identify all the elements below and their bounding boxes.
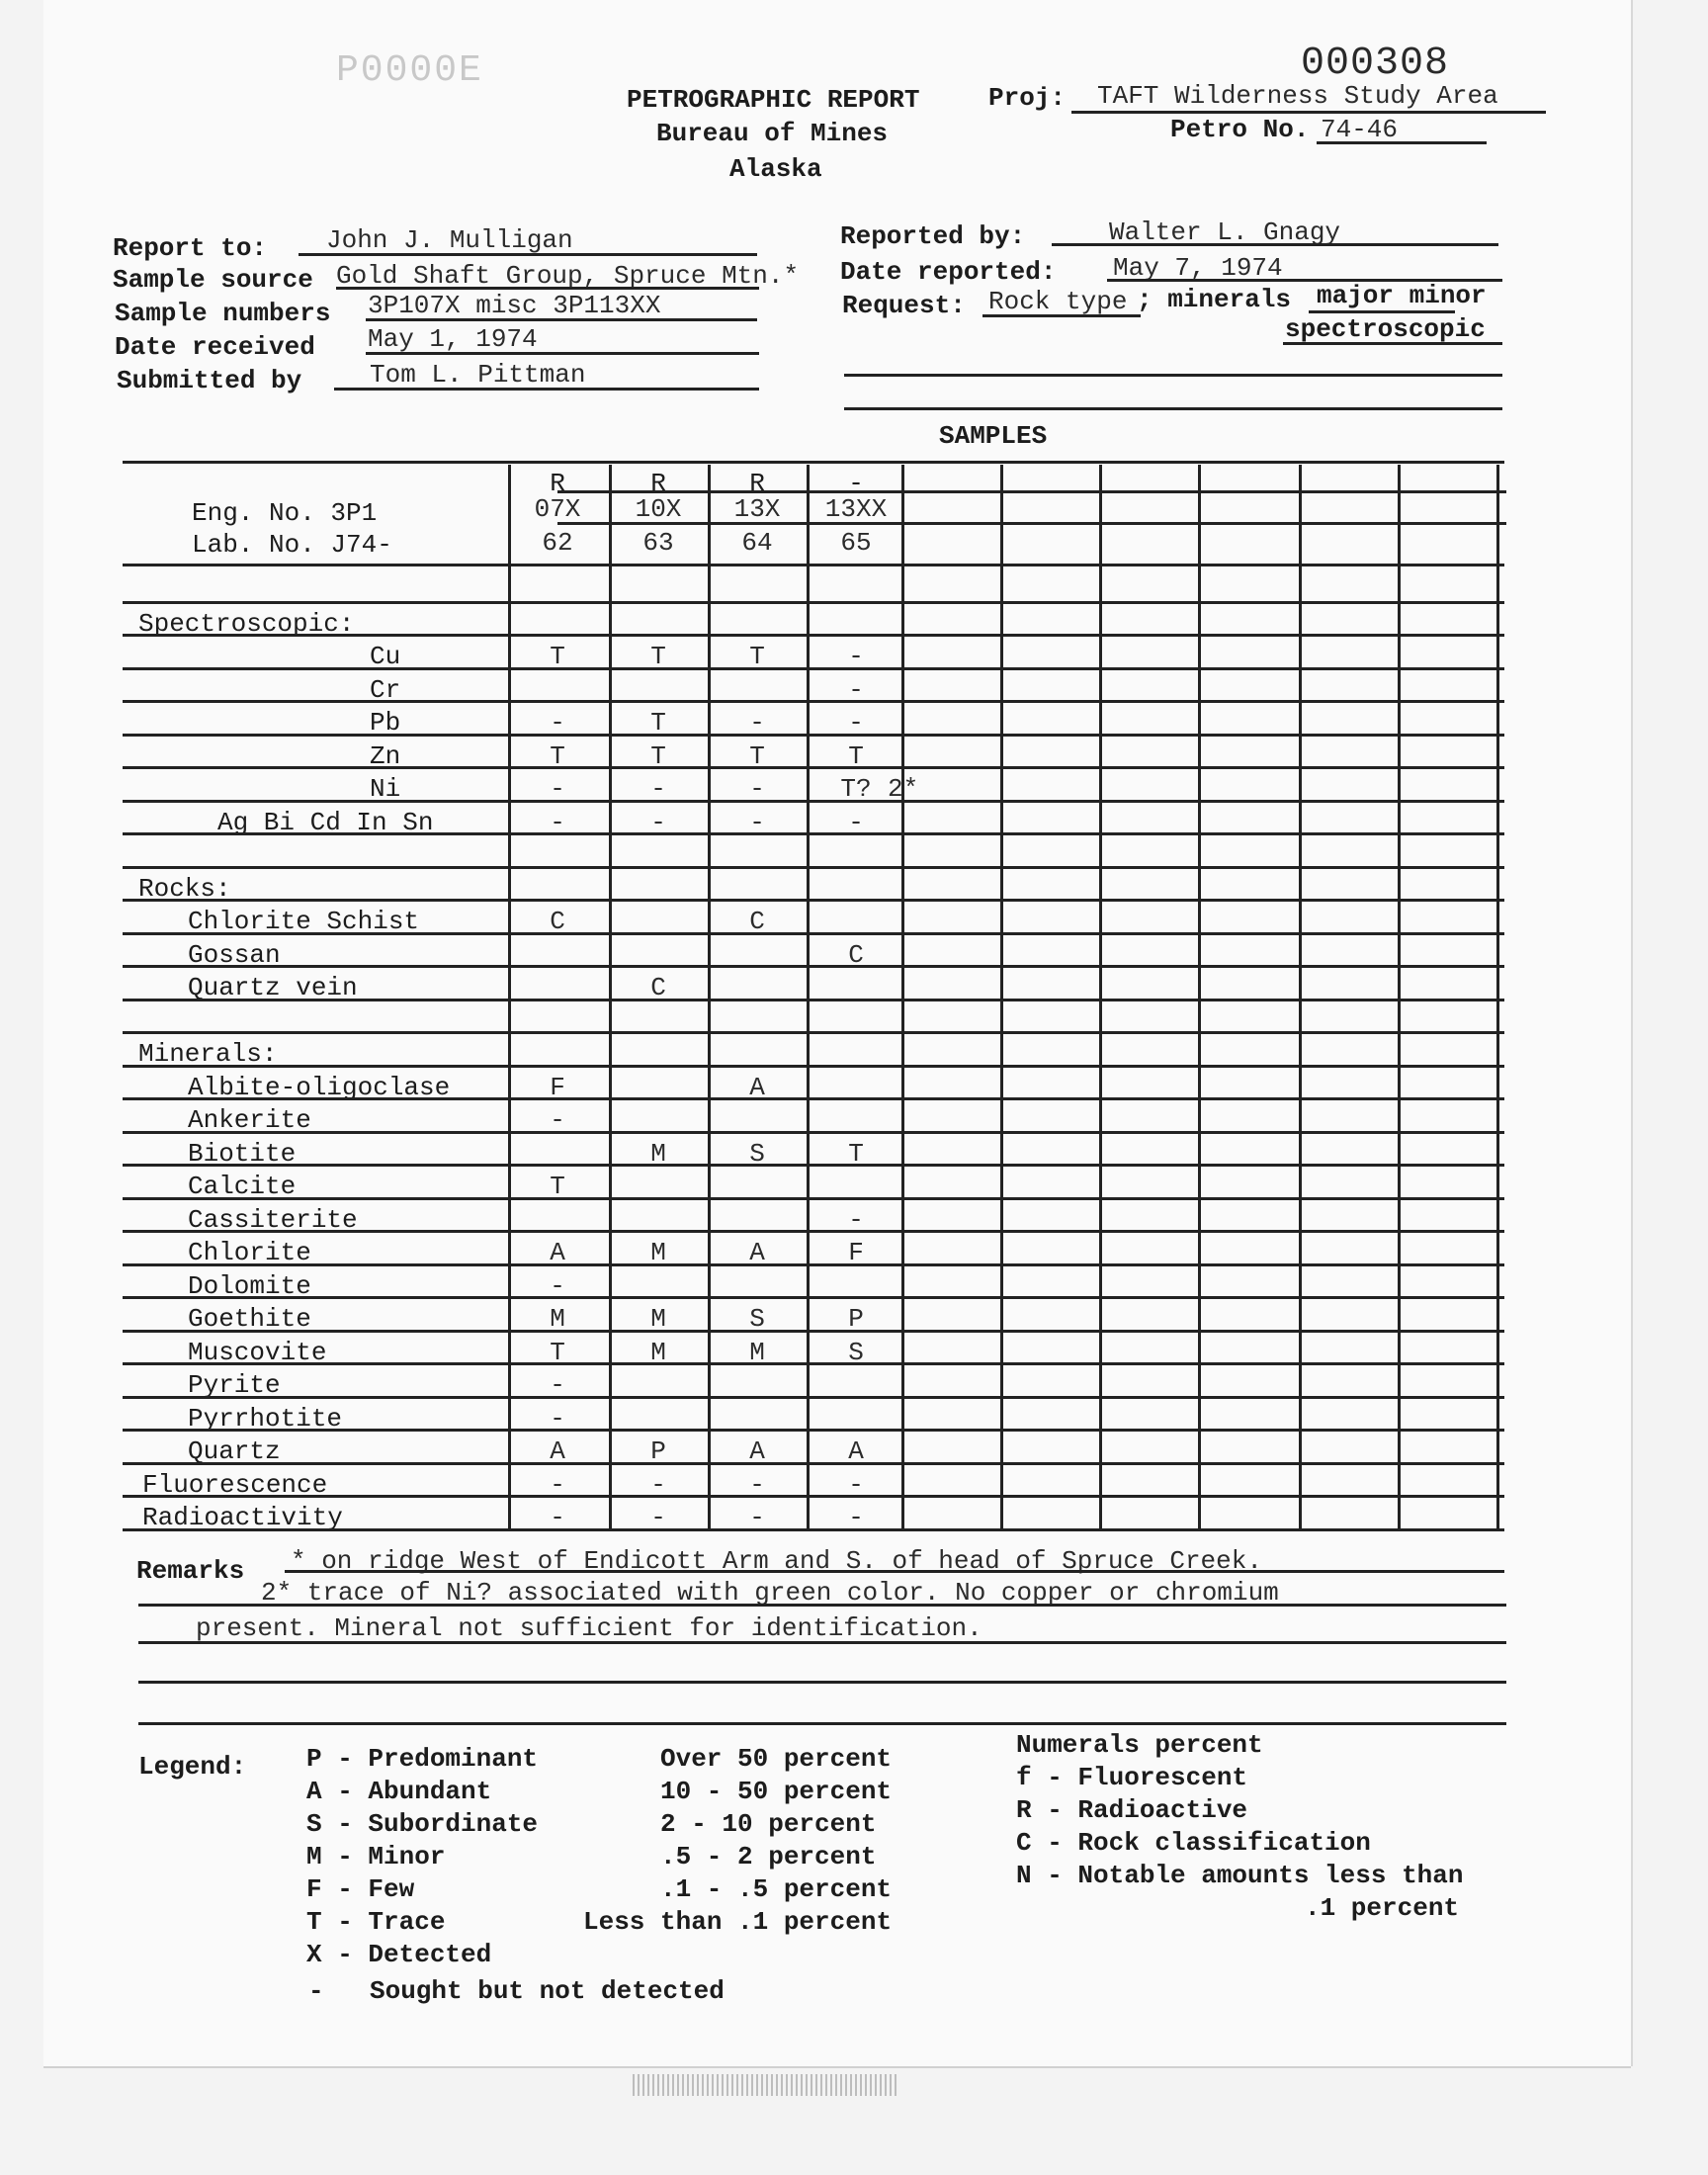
spectro-row-value: - xyxy=(550,774,565,804)
mineral-row-value: F xyxy=(848,1238,864,1267)
mineral-row-value: P xyxy=(650,1436,666,1466)
tail-row-value: - xyxy=(848,1470,864,1500)
mineral-row-value: S xyxy=(749,1304,765,1334)
table-row-rule xyxy=(123,1462,1504,1465)
table-row-rule xyxy=(123,1296,1504,1299)
col-lab-1: 63 xyxy=(642,528,674,558)
report-to-underline xyxy=(299,253,757,256)
sample-numbers-label: Sample numbers xyxy=(115,299,331,328)
faint-stamp-number: P0000E xyxy=(336,49,483,92)
remarks-underline-2 xyxy=(138,1604,1506,1607)
mineral-row-value: M xyxy=(650,1139,666,1169)
table-row-rule xyxy=(123,866,1504,869)
remarks-underline-5 xyxy=(138,1722,1506,1725)
table-row-rule xyxy=(123,1097,1504,1100)
mineral-row-value: M xyxy=(650,1238,666,1267)
spectro-row-value: T xyxy=(749,642,765,671)
header-rule-1 xyxy=(557,490,1506,493)
mineral-row-value: T xyxy=(848,1139,864,1169)
scan-artifact xyxy=(633,2074,899,2096)
table-row-rule xyxy=(123,1429,1504,1432)
spectro-row-value: - xyxy=(848,642,864,671)
mineral-row-value: - xyxy=(848,1205,864,1235)
table-row-rule xyxy=(123,1230,1504,1233)
date-received-label: Date received xyxy=(115,332,315,362)
col-lab-2: 64 xyxy=(741,528,773,558)
col-eng-1: 10X xyxy=(635,494,682,524)
mineral-row-value: T xyxy=(550,1172,565,1201)
legend-right-item: f - Fluorescent xyxy=(1016,1763,1248,1792)
submitted-by-underline xyxy=(334,388,759,391)
spectro-row-value: - xyxy=(550,708,565,738)
spectro-row-value: - xyxy=(848,708,864,738)
legend-right-item: Numerals percent xyxy=(1016,1730,1263,1760)
table-row-rule xyxy=(123,1495,1504,1498)
alaska-line: Alaska xyxy=(729,154,822,184)
report-title: PETROGRAPHIC REPORT xyxy=(627,85,920,115)
legend-range: 2 - 10 percent xyxy=(660,1809,877,1839)
petro-value: 74-46 xyxy=(1321,115,1399,144)
spectro-row-value: T xyxy=(650,741,666,771)
spectro-row-label: Cr xyxy=(370,675,401,705)
mineral-row-label: Calcite xyxy=(188,1172,297,1201)
rock-row-value: C xyxy=(848,940,864,970)
request-major-minor: major minor xyxy=(1317,281,1487,310)
spectro-row-value: - xyxy=(848,675,864,705)
mineral-row-value: S xyxy=(848,1338,864,1367)
tail-row-value: - xyxy=(749,1470,765,1500)
mineral-row-value: - xyxy=(550,1370,565,1400)
request-spectroscopic: spectroscopic xyxy=(1285,314,1486,344)
table-row-rule xyxy=(123,1263,1504,1266)
spectro-row-value: T xyxy=(650,708,666,738)
mineral-row-value: T xyxy=(550,1338,565,1367)
date-reported-label: Date reported: xyxy=(840,257,1057,287)
legend-code: S - Subordinate xyxy=(306,1809,539,1839)
col-lab-0: 62 xyxy=(542,528,573,558)
table-row-rule xyxy=(123,766,1504,769)
rock-row-label: Gossan xyxy=(188,940,281,970)
samples-header: SAMPLES xyxy=(939,421,1048,451)
remarks-line-2: 2* trace of Ni? associated with green color. No copper or chromium xyxy=(261,1578,1279,1608)
legend-label: Legend: xyxy=(138,1752,247,1782)
legend-code: A - Abundant xyxy=(306,1777,492,1806)
table-row-rule xyxy=(123,1164,1504,1167)
sample-source-underline xyxy=(336,287,759,290)
table-row-rule xyxy=(123,999,1504,1001)
legend-code: P - Predominant xyxy=(306,1744,539,1774)
table-row-rule xyxy=(123,634,1504,637)
mineral-row-value: M xyxy=(749,1338,765,1367)
report-to-label: Report to: xyxy=(113,233,268,263)
tail-row-value: - xyxy=(550,1503,565,1532)
legend-range: .1 - .5 percent xyxy=(660,1874,893,1904)
table-row-rule xyxy=(123,1131,1504,1134)
spectroscopic-underline xyxy=(1283,342,1502,345)
table-row-rule xyxy=(123,1065,1504,1068)
spectro-row-value: - xyxy=(749,774,765,804)
tail-row-value: - xyxy=(848,1503,864,1532)
mineral-row-value: M xyxy=(550,1304,565,1334)
legend-right-item: N - Notable amounts less than xyxy=(1016,1861,1464,1890)
table-col-rule xyxy=(901,465,904,1528)
table-row-rule xyxy=(123,1197,1504,1200)
table-col-rule xyxy=(1198,465,1201,1528)
col-r-1: R xyxy=(650,469,666,498)
mineral-row-value: F xyxy=(550,1073,565,1102)
rock-row-value: C xyxy=(650,973,666,1002)
sample-numbers-underline xyxy=(366,318,757,321)
rock-type-underline xyxy=(982,314,1141,317)
col-r-0: R xyxy=(550,469,565,498)
legend-code: F - Few xyxy=(306,1874,415,1904)
mineral-row-label: Dolomite xyxy=(188,1271,311,1301)
proj-underline xyxy=(1071,111,1546,114)
mineral-row-label: Pyrrhotite xyxy=(188,1404,343,1434)
proj-value: TAFT Wilderness Study Area xyxy=(1097,81,1498,111)
major-underline xyxy=(1309,310,1455,313)
spectro-row-label: Pb xyxy=(370,708,401,738)
submitted-by-label: Submitted by xyxy=(117,366,302,395)
spectro-row-value: - xyxy=(650,808,666,837)
header-rule-3 xyxy=(123,564,1504,566)
col-r-2: R xyxy=(749,469,765,498)
mineral-row-label: Albite-oligoclase xyxy=(188,1073,451,1102)
proj-label: Proj: xyxy=(988,83,1067,113)
spectro-row-value: T xyxy=(749,741,765,771)
mineral-row-label: Biotite xyxy=(188,1139,297,1169)
mineral-row-label: Ankerite xyxy=(188,1105,311,1135)
remarks-underline-4 xyxy=(138,1681,1506,1684)
tail-row-value: - xyxy=(550,1470,565,1500)
tail-row-value: - xyxy=(650,1470,666,1500)
table-top-rule xyxy=(123,461,1504,464)
legend-dash-code: - xyxy=(308,1976,324,2006)
petro-underline xyxy=(1317,141,1487,144)
date-received-value: May 1, 1974 xyxy=(368,324,538,354)
mineral-row-label: Goethite xyxy=(188,1304,311,1334)
mineral-row-label: Quartz xyxy=(188,1436,281,1466)
blank-line-1 xyxy=(844,374,1502,377)
tail-row-label: Fluorescence xyxy=(142,1470,328,1500)
legend-code: T - Trace xyxy=(306,1907,446,1937)
mineral-row-value: M xyxy=(650,1338,666,1367)
legend-right-item: C - Rock classification xyxy=(1016,1828,1371,1858)
report-sheet xyxy=(43,0,1631,2066)
legend-dash-text: Sought but not detected xyxy=(370,1976,725,2006)
remarks-line-3: present. Mineral not sufficient for identification. xyxy=(196,1613,982,1643)
col-eng-3: 13XX xyxy=(824,494,888,524)
spectro-row-label: Zn xyxy=(370,741,401,771)
spectro-row-label: Ni xyxy=(370,774,401,804)
submitted-by-value: Tom L. Pittman xyxy=(370,360,586,390)
table-col-rule xyxy=(1299,465,1302,1528)
mineral-row-value: A xyxy=(550,1238,565,1267)
report-to-value: John J. Mulligan xyxy=(326,225,573,255)
table-row-rule xyxy=(123,734,1504,737)
table-row-rule xyxy=(123,667,1504,670)
table-col-rule xyxy=(1099,465,1102,1528)
reported-by-label: Reported by: xyxy=(840,221,1026,251)
legend-range: .5 - 2 percent xyxy=(660,1842,877,1871)
sample-source-value: Gold Shaft Group, Spruce Mtn.* xyxy=(336,261,800,291)
table-row-rule xyxy=(123,601,1504,604)
mineral-row-value: A xyxy=(749,1073,765,1102)
col-lab-3: 65 xyxy=(840,528,872,558)
spectro-row-value: - xyxy=(749,808,765,837)
table-col-rule xyxy=(508,465,511,1528)
table-row-rule xyxy=(123,932,1504,935)
sample-source-label: Sample source xyxy=(113,265,313,295)
spectro-row-value: - xyxy=(650,774,666,804)
mineral-row-label: Pyrite xyxy=(188,1370,281,1400)
tail-row-label: Radioactivity xyxy=(142,1503,343,1532)
remarks-label: Remarks xyxy=(136,1556,245,1586)
legend-right-item: .1 percent xyxy=(1305,1893,1460,1923)
table-row-rule xyxy=(123,965,1504,968)
table-row-rule xyxy=(123,800,1504,803)
mineral-row-label: Muscovite xyxy=(188,1338,327,1367)
table-row-rule xyxy=(123,899,1504,902)
blank-line-2 xyxy=(844,407,1502,410)
mineral-row-value: A xyxy=(550,1436,565,1466)
table-row-rule xyxy=(123,1031,1504,1034)
spectro-row-label: Cu xyxy=(370,642,401,671)
header-rule-2 xyxy=(557,522,1506,525)
request-rock-type: Rock type xyxy=(988,287,1128,316)
request-minerals: ; minerals xyxy=(1137,285,1292,314)
mineral-row-value: A xyxy=(749,1436,765,1466)
legend-range: Over 50 percent xyxy=(660,1744,893,1774)
remarks-line-1: * on ridge West of Endicott Arm and S. of head of Spruce Creek. xyxy=(291,1546,1262,1576)
legend-range: 10 - 50 percent xyxy=(660,1777,893,1806)
date-received-underline xyxy=(366,352,759,355)
spectro-row-value: T xyxy=(550,642,565,671)
mineral-row-value: A xyxy=(749,1238,765,1267)
table-col-rule xyxy=(1496,465,1499,1528)
table-col-rule xyxy=(708,465,711,1528)
mineral-row-value: P xyxy=(848,1304,864,1334)
reported-by-underline xyxy=(1052,243,1498,246)
rock-row-value: C xyxy=(749,907,765,936)
table-col-rule xyxy=(609,465,612,1528)
spectro-row-value: - xyxy=(749,708,765,738)
rock-row-value: C xyxy=(550,907,565,936)
mineral-row-value: M xyxy=(650,1304,666,1334)
spectro-row-label: Ag Bi Cd In Sn xyxy=(217,808,434,837)
table-row-rule xyxy=(123,832,1504,835)
spectro-row-value: T? xyxy=(840,774,872,804)
legend-right-item: R - Radioactive xyxy=(1016,1795,1248,1825)
remarks-underline-3 xyxy=(138,1641,1506,1644)
table-row-rule xyxy=(123,700,1504,703)
bureau-line: Bureau of Mines xyxy=(656,119,889,148)
rock-row-label: Quartz vein xyxy=(188,973,358,1002)
petro-label: Petro No. xyxy=(1170,115,1310,144)
table-col-rule xyxy=(807,465,810,1528)
eng-label: Eng. No. 3P1 xyxy=(192,498,378,528)
rock-row-label: Chlorite Schist xyxy=(188,907,420,936)
mineral-row-label: Cassiterite xyxy=(188,1205,358,1235)
table-col-rule xyxy=(1000,465,1003,1528)
spectro-row-note: 2* xyxy=(888,774,919,804)
legend-code: M - Minor xyxy=(306,1842,446,1871)
lab-label: Lab. No. J74- xyxy=(192,530,392,560)
table-row-rule xyxy=(123,1396,1504,1399)
col-eng-0: 07X xyxy=(534,494,581,524)
section-spectroscopic: Spectroscopic: xyxy=(138,609,355,639)
table-row-rule xyxy=(123,1330,1504,1333)
spectro-row-value: T xyxy=(848,741,864,771)
reported-by-value: Walter L. Gnagy xyxy=(1109,218,1341,247)
spectro-row-value: - xyxy=(550,808,565,837)
spectro-row-value: T xyxy=(550,741,565,771)
col-eng-2: 13X xyxy=(733,494,781,524)
mineral-row-value: A xyxy=(848,1436,864,1466)
mineral-row-value: - xyxy=(550,1271,565,1301)
table-col-rule xyxy=(1398,465,1401,1528)
legend-code: X - Detected xyxy=(306,1940,492,1969)
spectro-row-value: T xyxy=(650,642,666,671)
mineral-row-value: S xyxy=(749,1139,765,1169)
mineral-row-value: - xyxy=(550,1105,565,1135)
col-r-3: - xyxy=(848,469,864,498)
mineral-row-value: - xyxy=(550,1404,565,1434)
request-label: Request: xyxy=(842,291,966,320)
legend-range: Less than .1 percent xyxy=(583,1907,893,1937)
spectro-row-value: - xyxy=(848,808,864,837)
remarks-underline-1 xyxy=(285,1570,1504,1573)
table-row-rule xyxy=(123,1362,1504,1365)
table-row-rule xyxy=(123,1528,1504,1531)
tail-row-value: - xyxy=(749,1503,765,1532)
stamp-number: 000308 xyxy=(1301,42,1450,86)
tail-row-value: - xyxy=(650,1503,666,1532)
date-reported-value: May 7, 1974 xyxy=(1113,253,1283,283)
section-minerals: Minerals: xyxy=(138,1039,278,1069)
section-rocks: Rocks: xyxy=(138,874,231,904)
sample-numbers-value: 3P107X misc 3P113XX xyxy=(368,291,661,320)
mineral-row-label: Chlorite xyxy=(188,1238,311,1267)
